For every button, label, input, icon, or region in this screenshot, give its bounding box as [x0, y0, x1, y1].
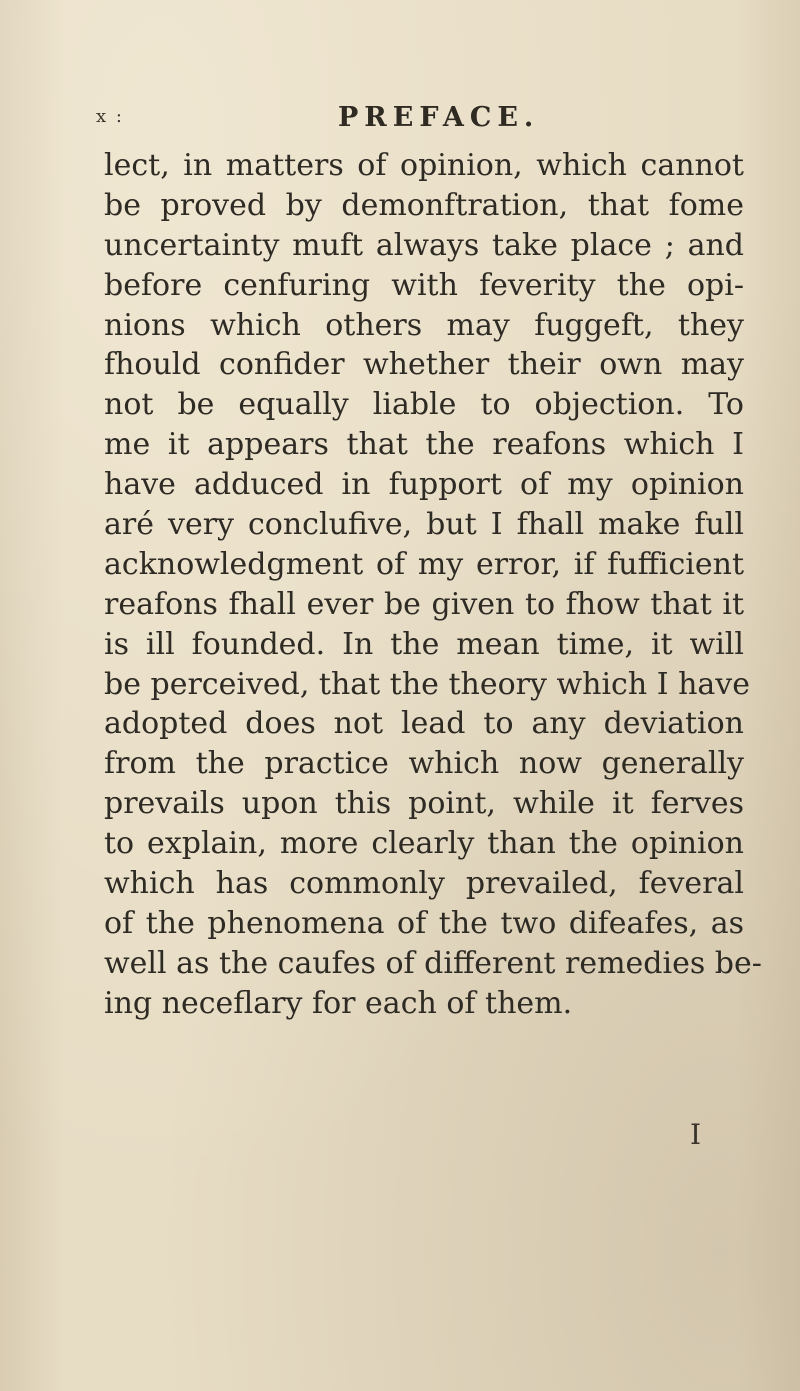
- text-line: nions which others may fuggeft, they: [104, 307, 744, 343]
- text-line: to explain, more clearly than the opinion: [104, 826, 744, 862]
- text-line: acknowledgment of my error, if fufficient: [104, 546, 744, 582]
- text-line: adopted does not lead to any deviation: [104, 706, 744, 742]
- text-line: aré very conclufive, but I fhall make full: [104, 507, 744, 543]
- text-line: fhould confider whether their own may: [104, 347, 744, 383]
- text-line: is ill founded. In the mean time, it will: [104, 626, 744, 662]
- text-line: well as the caufes of different remedies be-: [104, 945, 762, 981]
- body-text: [104, 146, 762, 1024]
- text-line: before cenfuring with feverity the opi-: [104, 267, 744, 303]
- text-line: be proved by demonftration, that fome: [104, 187, 744, 223]
- text-line: reafons fhall ever be given to fhow that it: [104, 586, 744, 622]
- text-line: prevails upon this point, while it ferves: [104, 786, 744, 822]
- text-line: be perceived, that the theory which I have: [104, 666, 751, 702]
- text-line: from the practice which now generally: [104, 746, 744, 782]
- text-line: me it appears that the reafons which I: [104, 427, 744, 463]
- page-number: x :: [96, 106, 124, 127]
- running-head: PREFACE.: [338, 102, 540, 133]
- catchword: I: [690, 1118, 702, 1151]
- text-line: ing neceflary for each of them.: [104, 985, 573, 1021]
- text-line: uncertainty muft always take place ; and: [104, 227, 744, 263]
- text-line: not be equally liable to objection. To: [104, 387, 744, 423]
- text-line: lect, in matters of opinion, which cannot: [104, 148, 744, 183]
- page-header: [0, 100, 800, 140]
- text-line: which has commonly prevailed, feveral: [104, 866, 744, 902]
- text-line: have adduced in fupport of my opinion: [104, 467, 744, 503]
- text-line: of the phenomena of the two difeafes, as: [104, 905, 744, 941]
